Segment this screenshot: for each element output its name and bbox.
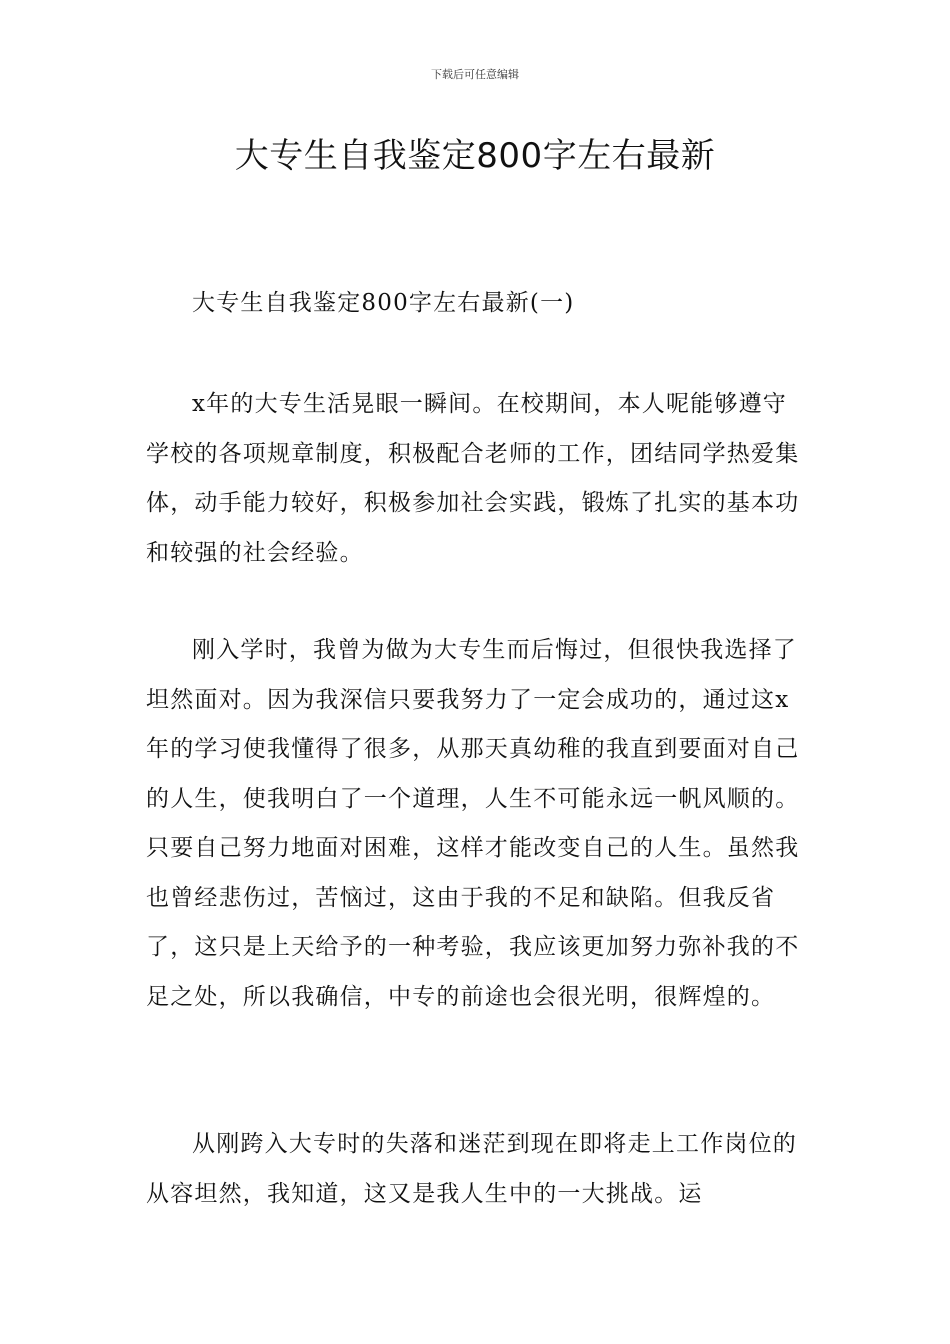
- paragraph-text: 从刚跨入大专时的失落和迷茫到现在即将走上工作岗位的从容坦然，我知道，这又是我人生中的一大挑战。运: [146, 1131, 797, 1207]
- paragraph-text: 刚入学时，我曾为做为大专生而后悔过，但很快我选择了坦然面对。因为我深信只要我努力了一定会成功的，通过这x年的学习使我懂得了很多，从那天真幼稚的我直到要面对自己的人生，使我明白了一个道理，人生不可能永远一帆风顺的。只要自己努力地面对困难，这样才能改变自己的人生。虽然我也曾经悲伤过，苦恼过，这由于我的不足和缺陷。但我反省了，这只是上天给予的一种考验，我应该更加努力弥补我的不足之处，所以我确信，中专的前途也会很光明，很辉煌的。: [146, 637, 800, 1010]
- paragraph-3: [146, 1120, 810, 1219]
- section-subheading: [146, 279, 810, 329]
- subheading-text: 大专生自我鉴定800字左右最新(一): [192, 290, 575, 316]
- paragraph-text: x年的大专生活晃眼一瞬间。在校期间，本人呢能够遵守学校的各项规章制度，积极配合老师的工作，团结同学热爱集体，动手能力较好，积极参加社会实践，锻炼了扎实的基本功和较强的社会经验。: [146, 391, 800, 566]
- paragraph-2: [146, 626, 810, 1022]
- document-title: 大专生自我鉴定800字左右最新: [234, 136, 716, 176]
- paragraph-1: [146, 380, 810, 578]
- header-note: 下载后可任意编辑: [431, 68, 519, 81]
